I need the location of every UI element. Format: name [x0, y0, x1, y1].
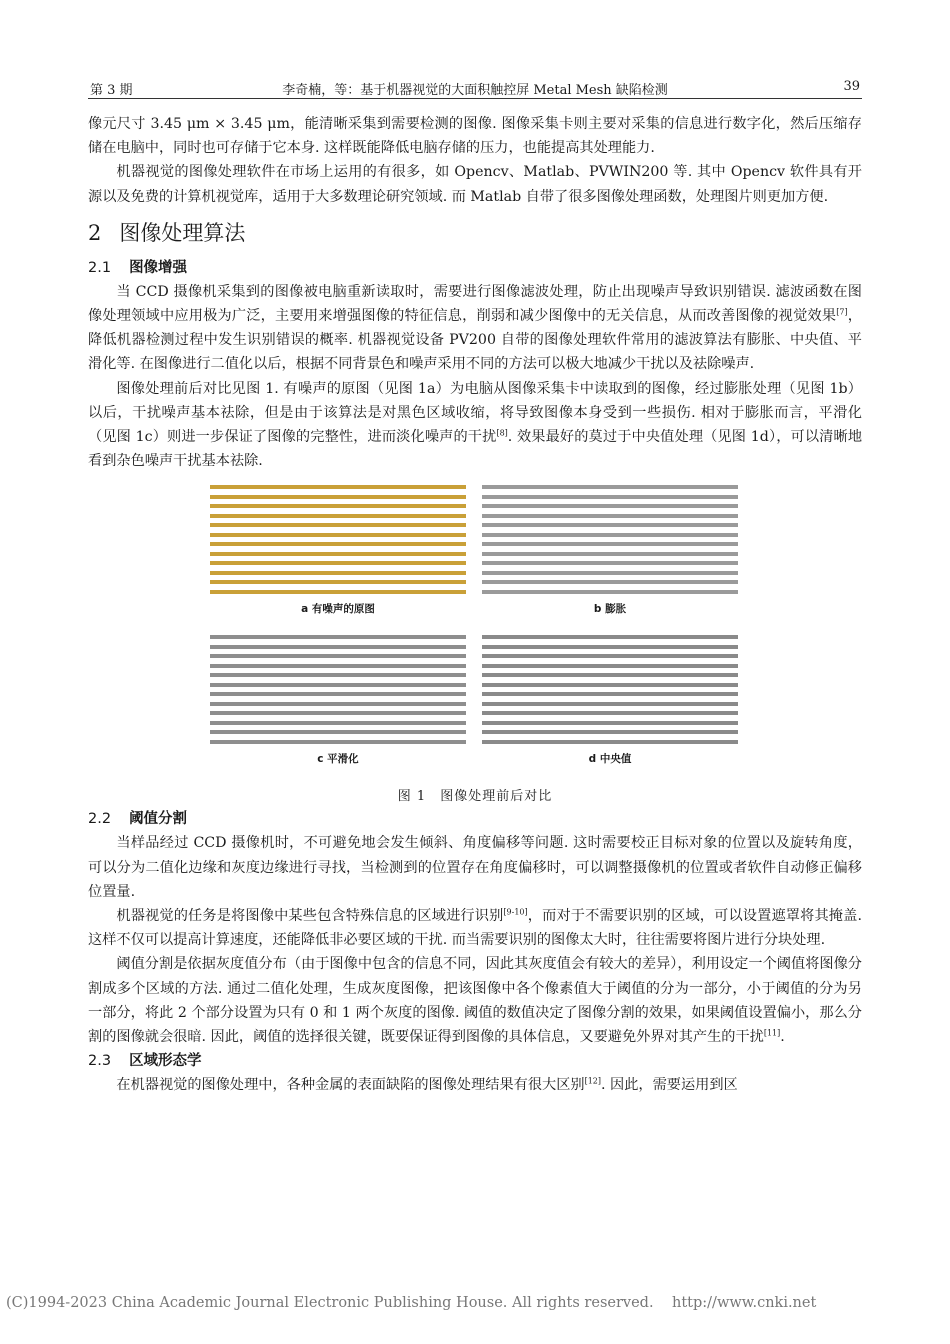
body-text: [88, 112, 862, 1097]
stripe-line: [210, 590, 466, 594]
stripe-line: [482, 692, 738, 696]
paragraph: [88, 377, 862, 474]
stripe-line: [482, 514, 738, 518]
stripe-line: [210, 514, 466, 518]
stripe-line: [210, 561, 466, 565]
stripe-line: [482, 635, 738, 639]
stripe-line: [482, 730, 738, 734]
stripe-line: [482, 485, 738, 489]
paragraph: [88, 904, 862, 952]
subsection-number: 2.2: [88, 811, 112, 828]
stripe-line: [482, 504, 738, 508]
text-run: 机器视觉的任务是将图像中某些包含特殊信息的区域进行识别: [116, 908, 504, 925]
subsection-heading: [88, 1049, 862, 1073]
stripe-line: [482, 571, 738, 575]
text-run: 当 CCD 摄像机采集到的图像被电脑重新读取时，需要进行图像滤波处理，防止出现噪声导致识别错误. 滤波函数在图像处理领域中应用极为广泛，主要用来增强图像的特征信息，削弱和减少图像中的无关信息，从而改善图像的视觉效果: [88, 283, 862, 325]
text-run: ，而对于不需要识别的区域，可以设置遮罩将其掩盖. 这样不仅可以提高计算速度，还能降低非必要区域的干扰. 而当需要识别的图像太大时，往往需要将图片进行分块处理.: [88, 908, 862, 949]
stripe-line: [210, 580, 466, 584]
stripe-line: [210, 721, 466, 725]
paragraph: [88, 280, 862, 377]
stripe-line: [210, 683, 466, 687]
stripe-line: [482, 590, 738, 594]
paragraph: [88, 952, 862, 1049]
copyright-footer: [6, 1295, 816, 1311]
copyright-text: (C)1994-2023 China Academic Journal Electronic Publishing House. All rights reserved.: [6, 1295, 654, 1311]
stripe-line: [210, 692, 466, 696]
figure-panel-a: [210, 483, 466, 616]
figure-panel-b: [482, 483, 738, 616]
panel-caption: a 有噪声的原图: [301, 603, 375, 616]
stripe-line: [482, 673, 738, 677]
figure-caption: 图 1 图像处理前后对比: [397, 789, 553, 805]
stripe-line: [210, 645, 466, 649]
panel-image: [210, 633, 466, 745]
citation: [7]: [836, 307, 848, 317]
section-title: 图像处理算法: [119, 220, 246, 245]
stripe-line: [210, 635, 466, 639]
stripe-line: [482, 533, 738, 537]
panel-caption: d 中央值: [588, 753, 632, 766]
stripe-line: [482, 702, 738, 706]
stripe-line: [482, 721, 738, 725]
text-run: 图像处理前后对比见图 1. 有噪声的原图（见图 1a）为电脑从图像采集卡中读取到的图像，经过膨胀处理（见图 1b）以后，干扰噪声基本祛除，但是由于该算法是对黑色区域收缩，将导致图像本身受到一些损伤. 相对于膨胀而言，平滑化（见图 1c）则进一步保证了图像的完整性，进而淡化噪声的干扰: [88, 380, 862, 446]
stripe-line: [210, 533, 466, 537]
stripe-line: [210, 673, 466, 677]
subsection-heading: [88, 807, 862, 831]
stripe-line: [482, 683, 738, 687]
citation: [8]: [496, 428, 508, 438]
page-number: 39: [843, 79, 860, 94]
subsection-number: 2.1: [88, 259, 112, 276]
stripe-line: [482, 523, 738, 527]
paragraph: [88, 1073, 862, 1097]
stripe-line: [210, 711, 466, 715]
stripe-line: [482, 561, 738, 565]
stripe-line: [482, 645, 738, 649]
stripe-line: [210, 571, 466, 575]
panel-caption: c 平滑化: [317, 753, 359, 766]
stripe-line: [210, 504, 466, 508]
text-run: .: [780, 1029, 785, 1046]
stripe-line: [482, 495, 738, 499]
subsection-title: 图像增强: [129, 259, 188, 276]
paragraph: 像元尺寸 3.45 μm × 3.45 μm，能清晰采集到需要检测的图像. 图像采集卡则主要对采集的信息进行数字化，然后压缩存储在电脑中，同时也可存储于它本身. 这样既能降低电脑存储的压力，也能提高其处理能力.: [88, 116, 862, 157]
stripe-line: [482, 580, 738, 584]
panel-image: [210, 483, 466, 595]
figure-panel-c: [210, 633, 466, 766]
running-header: [88, 76, 862, 99]
text-run: . 效果最好的莫过于中央值处理（见图 1d），可以清晰地看到杂色噪声干扰基本祛除.: [88, 429, 863, 470]
stripe-line: [210, 485, 466, 489]
subsection-title: 区域形态学: [129, 1053, 202, 1070]
section-number: 2: [88, 220, 102, 245]
stripe-line: [482, 711, 738, 715]
section-heading: [88, 218, 862, 248]
footer-url[interactable]: http://www.cnki.net: [672, 1295, 817, 1311]
text-run: . 因此，需要运用到区: [601, 1077, 738, 1094]
panel-image: [482, 633, 738, 745]
stripe-line: [210, 654, 466, 658]
stripe-line: [210, 495, 466, 499]
stripe-line: [210, 664, 466, 668]
stripe-line: [210, 542, 466, 546]
stripe-line: [210, 702, 466, 706]
stripe-line: [210, 730, 466, 734]
stripe-line: [482, 740, 738, 744]
stripe-line: [482, 542, 738, 546]
stripe-line: [482, 664, 738, 668]
panel-caption: b 膨胀: [593, 603, 627, 616]
text-run: ，降低机器检测过程中发生识别错误的概率. 机器视觉设备 PV200 自带的图像处理软件常用的滤波算法有膨胀、中央值、平滑化等. 在图像进行二值化以后，根据不同背景色和噪声采用不同的方法可以极大地减少干扰以及祛除噪声.: [88, 308, 862, 373]
paragraph: 当样品经过 CCD 摄像机时，不可避免地会发生倾斜、角度偏移等问题. 这时需要校正目标对象的位置以及旋转角度，可以分为二值化边缘和灰度边缘进行寻找，当检测到的位置存在角度偏移时，可以调整摄像机的位置或者软件自动修正偏移位置量.: [88, 835, 862, 900]
running-title: 李奇楠，等：基于机器视觉的大面积触控屏 Metal Mesh 缺陷检测: [282, 83, 668, 98]
stripe-line: [210, 523, 466, 527]
panel-image: [482, 483, 738, 595]
subsection-heading: [88, 256, 862, 280]
issue-number: 第 3 期: [90, 83, 133, 98]
subsection-number: 2.3: [88, 1053, 112, 1070]
citation: [9-10]: [503, 907, 528, 917]
subsection-title: 阈值分割: [129, 811, 188, 828]
citation: [11]: [763, 1028, 781, 1038]
stripe-line: [482, 552, 738, 556]
text-run: 在机器视觉的图像处理中，各种金属的表面缺陷的图像处理结果有很大区别: [116, 1077, 585, 1094]
stripe-line: [210, 552, 466, 556]
stripe-line: [210, 740, 466, 744]
paragraph: 机器视觉的图像处理软件在市场上运用的有很多，如 Opencv、Matlab、PVWIN200 等. 其中 Opencv 软件具有开源以及免费的计算机视觉库，适用于大多数理论研究领域. 而 Matlab 自带了很多图像处理函数，处理图片则更加方便.: [88, 164, 862, 205]
citation: [12]: [584, 1076, 602, 1086]
figure-panel-d: [482, 633, 738, 766]
text-run: 阈值分割是依据灰度值分布（由于图像中包含的信息不同，因此其灰度值会有较大的差异），利用设定一个阈值将图像分割成多个区域的方法. 通过二值化处理，生成灰度图像，把该图像中各个像素值大于阈值的分为一部分，小于阈值的分为另一部分，将此 2 个部分设置为只有 0 和 1 两个灰度的图像. 阈值的数值决定了图像分割的效果，如果阈值设置偏小，那么分割的图像就会很暗. 因此，阈值的选择很关键，既要保证得到图像的具体信息，又要避免外界对其产生的干扰: [88, 956, 862, 1046]
figure-1: [88, 479, 862, 807]
stripe-line: [482, 654, 738, 658]
